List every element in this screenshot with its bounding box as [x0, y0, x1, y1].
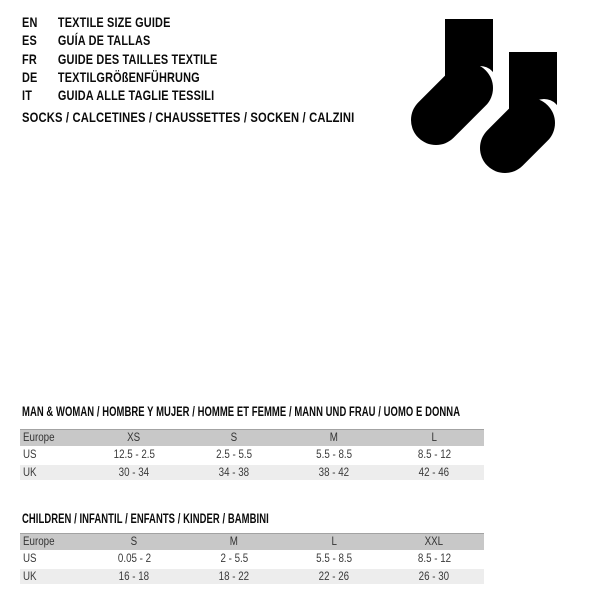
header-cell-size: M: [329, 432, 339, 444]
row-label: US: [23, 552, 37, 565]
language-label: TEXTILE SIZE GUIDE: [57, 14, 171, 31]
size-value: 2 - 5.5: [220, 552, 248, 565]
table-row-uk: [20, 465, 484, 480]
header-cell-region: Europe: [23, 536, 55, 548]
header-cell-size: XS: [127, 432, 141, 444]
language-label: GUIDE DES TAILLES TEXTILE: [57, 50, 218, 67]
language-code: IT: [22, 87, 33, 104]
table-title-man-woman: MAN & WOMAN / HOMBRE Y MUJER / HOMME ET FEMME / MANN UND FRAU / UOMO E DONNA: [22, 404, 461, 419]
size-value: 18 - 22: [218, 570, 250, 583]
size-value: 5.5 - 8.5: [316, 552, 352, 565]
row-label: US: [23, 448, 37, 461]
language-row-it: [22, 86, 218, 104]
header-cell-size: XXL: [424, 536, 444, 548]
table-header-row: [20, 429, 484, 446]
language-list: [22, 13, 273, 104]
size-value: 5.5 - 8.5: [316, 448, 352, 461]
header-cell-region: Europe: [23, 432, 55, 444]
size-value: 12.5 - 2.5: [113, 448, 155, 461]
language-label: GUIDA ALLE TAGLIE TESSILI: [57, 87, 215, 104]
language-code: FR: [22, 50, 37, 67]
size-value: 16 - 18: [118, 570, 150, 583]
size-table-man-woman: [20, 429, 484, 480]
size-value: 22 - 26: [318, 570, 350, 583]
table-header-row: [20, 533, 484, 550]
socks-icon-svg: [398, 8, 568, 188]
table-row-us: [20, 550, 484, 567]
size-value: 38 - 42: [318, 466, 350, 479]
header-cell-size: L: [331, 536, 337, 548]
row-label: UK: [23, 570, 37, 583]
size-table-children: [20, 533, 484, 584]
language-row-en: [22, 13, 218, 31]
language-row-fr: [22, 50, 218, 68]
size-value: 42 - 46: [418, 466, 450, 479]
header-cell-size: M: [229, 536, 239, 548]
size-value: 26 - 30: [418, 570, 450, 583]
size-value: 30 - 34: [118, 466, 150, 479]
language-code: EN: [22, 14, 38, 31]
language-code: DE: [22, 69, 38, 86]
size-value: 8.5 - 12: [417, 552, 451, 565]
size-value: 0.05 - 2: [117, 552, 151, 565]
size-value: 8.5 - 12: [417, 448, 451, 461]
size-value: 2.5 - 5.5: [216, 448, 252, 461]
language-row-es: [22, 31, 218, 49]
table-row-uk: [20, 569, 484, 584]
language-code: ES: [22, 32, 37, 49]
table-title-children: CHILDREN / INFANTIL / ENFANTS / KINDER / BAMBINI: [22, 511, 269, 526]
header-cell-size: L: [431, 432, 437, 444]
language-row-de: [22, 68, 218, 86]
row-label: UK: [23, 466, 37, 479]
header-cell-size: S: [230, 432, 238, 444]
language-label: GUÍA DE TALLAS: [57, 32, 151, 49]
language-label: TEXTILGRÖßENFÜHRUNG: [57, 69, 200, 86]
table-row-us: [20, 446, 484, 463]
socks-icon: [398, 8, 568, 188]
category-line: SOCKS / CALCETINES / CHAUSSETTES / SOCKEN / CALZINI: [22, 109, 355, 125]
size-value: 34 - 38: [218, 466, 250, 479]
header-cell-size: S: [130, 536, 138, 548]
